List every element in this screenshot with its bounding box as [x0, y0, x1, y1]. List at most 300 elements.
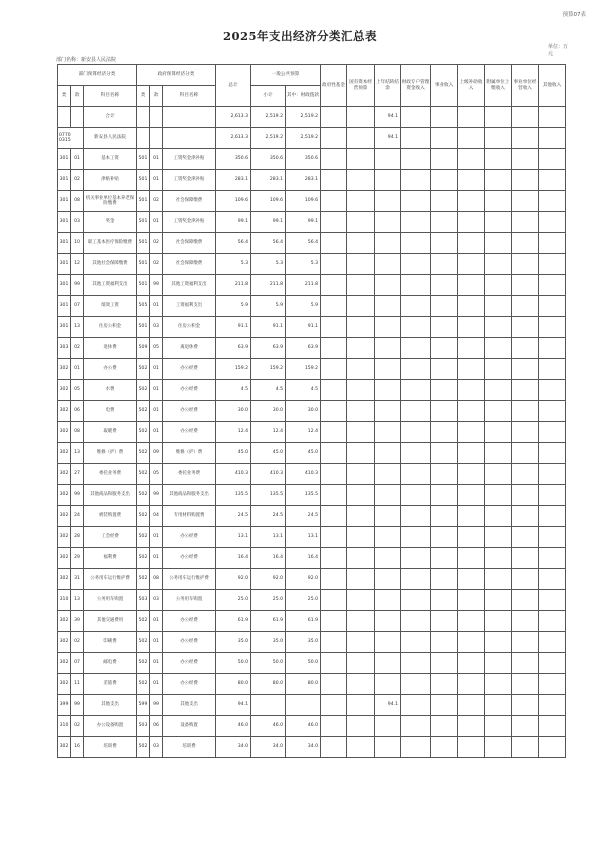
cell-empty — [347, 233, 375, 254]
cell-dept-category: 302 — [58, 443, 71, 464]
cell-dept-category: 301 — [58, 170, 71, 191]
cell-total: 94.1 — [216, 695, 251, 716]
header-gov-subject: 科目名称 — [163, 86, 216, 107]
cell-gov-item: 05 — [150, 464, 163, 485]
cell-last-year — [375, 380, 401, 401]
cell-last-year — [375, 212, 401, 233]
cell-empty — [458, 317, 485, 338]
cell-fiscal: 109.6 — [286, 191, 321, 212]
cell-empty — [458, 233, 485, 254]
cell-empty — [321, 170, 347, 191]
table-row — [58, 359, 566, 380]
cell-last-year — [375, 464, 401, 485]
cell-fiscal: 159.2 — [286, 359, 321, 380]
cell-empty — [485, 443, 512, 464]
cell-dept-item: 99 — [71, 275, 84, 296]
cell-dept-item: 31 — [71, 569, 84, 590]
cell-dept-item: 07 — [71, 296, 84, 317]
cell-empty — [458, 212, 485, 233]
cell-empty — [512, 506, 539, 527]
cell-subtotal: 30.0 — [251, 401, 286, 422]
cell-gov-subject: 办公经费 — [163, 653, 216, 674]
table-row — [58, 191, 566, 212]
cell-dept-subject: 办公设备购置 — [84, 716, 137, 737]
cell-empty — [401, 737, 431, 758]
cell-empty — [431, 485, 458, 506]
cell-dept-item: 99 — [71, 485, 84, 506]
cell-empty — [539, 317, 566, 338]
cell-gov-category: 501 — [137, 254, 150, 275]
cell-gov-item: 03 — [150, 590, 163, 611]
cell-dept-item: 12 — [71, 254, 84, 275]
cell-gov-category: 505 — [137, 296, 150, 317]
cell-dept-item: 27 — [71, 464, 84, 485]
cell-fiscal: 80.0 — [286, 674, 321, 695]
cell-empty — [485, 569, 512, 590]
cell-empty — [431, 212, 458, 233]
cell-empty — [321, 464, 347, 485]
cell-empty — [458, 590, 485, 611]
cell-gov-category: 501 — [137, 275, 150, 296]
cell-dept-item: 16 — [71, 737, 84, 758]
cell-gov-item: 02 — [150, 254, 163, 275]
table-row — [58, 254, 566, 275]
cell-empty — [347, 380, 375, 401]
cell-fiscal: 410.3 — [286, 464, 321, 485]
cell-dept-category: 301 — [58, 212, 71, 233]
cell-gov-subject: 设备购置 — [163, 716, 216, 737]
org-fiscal: 2,519.2 — [286, 128, 321, 149]
cell-empty — [458, 464, 485, 485]
cell-dept-subject: 公务用车购置 — [84, 590, 137, 611]
unit-line-2: 元 — [547, 50, 553, 57]
cell-dept-category: 302 — [58, 401, 71, 422]
cell-subtotal — [251, 695, 286, 716]
cell-empty — [539, 170, 566, 191]
org-code — [58, 128, 84, 149]
org-name: 新安县人民法院 — [84, 128, 137, 149]
cell-fiscal: 63.9 — [286, 338, 321, 359]
cell-gov-category: 502 — [137, 632, 150, 653]
unit-line-1: 单位：万 — [547, 44, 568, 50]
cell-empty — [321, 716, 347, 737]
cell-gov-subject: 公务用车运行维护费 — [163, 569, 216, 590]
cell-empty — [458, 569, 485, 590]
cell-empty — [458, 275, 485, 296]
cell-dept-category: 301 — [58, 149, 71, 170]
cell-empty — [431, 380, 458, 401]
org-subtotal: 2,519.2 — [251, 128, 286, 149]
cell-fiscal: 56.4 — [286, 233, 321, 254]
cell-fiscal: 25.0 — [286, 590, 321, 611]
table-row — [58, 338, 566, 359]
cell-empty — [485, 191, 512, 212]
header-of-which: 其中：财政拨款 — [286, 86, 321, 107]
cell-dept-item: 13 — [71, 317, 84, 338]
cell-empty — [321, 485, 347, 506]
cell-dept-subject: 取暖费 — [84, 422, 137, 443]
cell-total: 80.0 — [216, 674, 251, 695]
cell-empty — [539, 632, 566, 653]
cell-empty — [539, 401, 566, 422]
cell-dept-item: 13 — [71, 443, 84, 464]
cell-empty — [347, 401, 375, 422]
cell-gov-category: 502 — [137, 464, 150, 485]
cell-gov-category: 503 — [137, 590, 150, 611]
header-state-capital: 国有资本经营预算 — [347, 65, 375, 107]
cell-gov-subject: 办公经费 — [163, 380, 216, 401]
cell-empty — [431, 611, 458, 632]
cell-dept-item: 39 — [71, 611, 84, 632]
cell-empty — [512, 737, 539, 758]
cell-empty — [401, 212, 431, 233]
cell-subtotal: 46.0 — [251, 716, 286, 737]
cell-empty — [321, 296, 347, 317]
cell-last-year — [375, 527, 401, 548]
cell-fiscal: 61.9 — [286, 611, 321, 632]
cell-gov-item: 01 — [150, 632, 163, 653]
cell-empty — [401, 275, 431, 296]
cell-empty — [347, 674, 375, 695]
table-row — [58, 716, 566, 737]
cell-empty — [512, 695, 539, 716]
cell-empty — [458, 611, 485, 632]
cell-empty — [512, 401, 539, 422]
cell-empty — [321, 632, 347, 653]
cell-empty — [512, 443, 539, 464]
cell-gov-item: 01 — [150, 359, 163, 380]
header-affiliated-income: 附属单位上缴收入 — [485, 65, 512, 107]
cell-empty — [512, 191, 539, 212]
cell-empty — [401, 674, 431, 695]
cell-empty — [485, 212, 512, 233]
cell-dept-item: 13 — [71, 590, 84, 611]
table-row — [58, 653, 566, 674]
cell-empty — [431, 653, 458, 674]
cell-empty — [321, 674, 347, 695]
cell-total: 35.0 — [216, 632, 251, 653]
cell-empty — [401, 548, 431, 569]
cell-dept-subject: 公务用车运行维护费 — [84, 569, 137, 590]
cell-empty — [347, 338, 375, 359]
cell-empty — [458, 401, 485, 422]
table-row — [58, 149, 566, 170]
cell-gov-item: 05 — [150, 338, 163, 359]
cell-gov-category: 501 — [137, 191, 150, 212]
cell-last-year — [375, 569, 401, 590]
cell-empty — [539, 275, 566, 296]
org-last-year: 94.1 — [375, 128, 401, 149]
cell-dept-category: 301 — [58, 296, 71, 317]
table-row — [58, 317, 566, 338]
cell-empty — [347, 569, 375, 590]
cell-total: 4.5 — [216, 380, 251, 401]
cell-empty — [401, 485, 431, 506]
cell-gov-category: 502 — [137, 506, 150, 527]
cell-subtotal: 63.9 — [251, 338, 286, 359]
cell-gov-subject: 其他支出 — [163, 695, 216, 716]
cell-dept-category: 302 — [58, 422, 71, 443]
cell-dept-subject: 住房公积金 — [84, 317, 137, 338]
cell-empty — [347, 485, 375, 506]
cell-last-year — [375, 716, 401, 737]
cell-dept-item: 08 — [71, 191, 84, 212]
cell-empty — [485, 611, 512, 632]
cell-empty — [431, 296, 458, 317]
cell-total: 45.0 — [216, 443, 251, 464]
cell-subtotal: 91.1 — [251, 317, 286, 338]
cell-gov-item: 01 — [150, 422, 163, 443]
cell-empty — [401, 422, 431, 443]
cell-total: 30.0 — [216, 401, 251, 422]
cell-empty — [485, 632, 512, 653]
cell-empty — [347, 653, 375, 674]
cell-gov-category: 501 — [137, 233, 150, 254]
cell-empty — [512, 380, 539, 401]
cell-gov-subject: 离退休费 — [163, 338, 216, 359]
cell-empty — [401, 443, 431, 464]
cell-empty — [321, 233, 347, 254]
cell-empty — [512, 170, 539, 191]
cell-last-year — [375, 233, 401, 254]
unit-label — [548, 44, 568, 57]
cell-gov-item: 03 — [150, 317, 163, 338]
cell-empty — [485, 149, 512, 170]
cell-subtotal: 99.1 — [251, 212, 286, 233]
cell-empty — [347, 254, 375, 275]
cell-gov-category: 502 — [137, 359, 150, 380]
cell-empty — [485, 737, 512, 758]
table-row — [58, 380, 566, 401]
cell-empty — [431, 632, 458, 653]
cell-subtotal: 16.4 — [251, 548, 286, 569]
cell-empty — [539, 233, 566, 254]
cell-last-year — [375, 338, 401, 359]
cell-empty — [431, 527, 458, 548]
cell-gov-item: 01 — [150, 548, 163, 569]
cell-empty — [431, 233, 458, 254]
cell-empty — [431, 422, 458, 443]
header-dept-group: 部门预算经济分类 — [58, 65, 137, 86]
cell-empty — [321, 191, 347, 212]
cell-dept-subject: 其他社会保障缴费 — [84, 254, 137, 275]
expenditure-table — [57, 64, 566, 758]
cell-dept-item: 10 — [71, 233, 84, 254]
cell-dept-item: 02 — [71, 632, 84, 653]
cell-empty — [321, 254, 347, 275]
cell-empty — [347, 170, 375, 191]
cell-empty — [431, 401, 458, 422]
cell-subtotal: 159.2 — [251, 359, 286, 380]
cell-dept-category: 302 — [58, 548, 71, 569]
cell-empty — [347, 149, 375, 170]
cell-empty — [347, 611, 375, 632]
cell-empty — [539, 485, 566, 506]
cell-total: 109.6 — [216, 191, 251, 212]
cell-total: 61.9 — [216, 611, 251, 632]
cell-gov-subject: 工资奖金津补贴 — [163, 149, 216, 170]
cell-fiscal: 5.9 — [286, 296, 321, 317]
cell-total: 350.6 — [216, 149, 251, 170]
cell-empty — [401, 653, 431, 674]
cell-total: 159.2 — [216, 359, 251, 380]
cell-empty — [401, 611, 431, 632]
cell-fiscal: 211.8 — [286, 275, 321, 296]
cell-dept-item: 06 — [71, 401, 84, 422]
cell-dept-category: 302 — [58, 737, 71, 758]
cell-dept-subject: 绩效工资 — [84, 296, 137, 317]
cell-empty — [485, 275, 512, 296]
cell-fiscal: 92.0 — [286, 569, 321, 590]
cell-empty — [485, 590, 512, 611]
cell-empty — [512, 338, 539, 359]
cell-empty — [539, 443, 566, 464]
cell-gov-item: 02 — [150, 191, 163, 212]
cell-empty — [485, 254, 512, 275]
cell-gov-subject: 委托业务费 — [163, 464, 216, 485]
cell-empty — [485, 653, 512, 674]
cell-last-year — [375, 632, 401, 653]
cell-empty — [539, 527, 566, 548]
cell-dept-subject: 差旅费 — [84, 674, 137, 695]
cell-gov-subject: 社会保障缴费 — [163, 254, 216, 275]
cell-empty — [321, 275, 347, 296]
cell-empty — [458, 359, 485, 380]
cell-empty — [539, 212, 566, 233]
cell-subtotal: 5.9 — [251, 296, 286, 317]
table-row — [58, 527, 566, 548]
cell-empty — [401, 569, 431, 590]
table-row — [58, 506, 566, 527]
header-subtotal: 小计 — [251, 86, 286, 107]
cell-dept-subject: 福利费 — [84, 548, 137, 569]
cell-dept-subject: 其他商品和服务支出 — [84, 485, 137, 506]
cell-empty — [347, 464, 375, 485]
cell-empty — [539, 254, 566, 275]
cell-last-year — [375, 422, 401, 443]
cell-subtotal: 211.8 — [251, 275, 286, 296]
cell-empty — [401, 695, 431, 716]
cell-empty — [401, 590, 431, 611]
cell-empty — [321, 653, 347, 674]
cell-dept-item: 08 — [71, 422, 84, 443]
cell-empty — [431, 737, 458, 758]
cell-empty — [321, 506, 347, 527]
cell-empty — [431, 149, 458, 170]
header-dept-category: 类 — [58, 86, 71, 107]
cell-last-year — [375, 590, 401, 611]
cell-gov-item: 01 — [150, 674, 163, 695]
cell-empty — [347, 548, 375, 569]
cell-empty — [512, 632, 539, 653]
cell-gov-category: 502 — [137, 611, 150, 632]
cell-gov-subject: 办公经费 — [163, 422, 216, 443]
cell-empty — [431, 443, 458, 464]
cell-empty — [401, 359, 431, 380]
cell-gov-category: 502 — [137, 653, 150, 674]
cell-last-year — [375, 737, 401, 758]
cell-total: 211.8 — [216, 275, 251, 296]
cell-empty — [347, 443, 375, 464]
cell-empty — [485, 548, 512, 569]
cell-empty — [401, 338, 431, 359]
cell-empty — [485, 506, 512, 527]
cell-subtotal: 50.0 — [251, 653, 286, 674]
cell-empty — [401, 380, 431, 401]
cell-total: 99.1 — [216, 212, 251, 233]
header-operating-income: 事业单位经营收入 — [512, 65, 539, 107]
org-row — [58, 128, 566, 149]
cell-empty — [485, 296, 512, 317]
cell-empty — [401, 506, 431, 527]
cell-subtotal: 350.6 — [251, 149, 286, 170]
cell-gov-item: 01 — [150, 170, 163, 191]
cell-empty — [321, 590, 347, 611]
cell-gov-subject: 工资奖金津补贴 — [163, 212, 216, 233]
cell-empty — [512, 674, 539, 695]
cell-empty — [485, 317, 512, 338]
cell-empty — [431, 275, 458, 296]
cell-empty — [347, 695, 375, 716]
header-special-fund: 财政专户管理资金收入 — [401, 65, 431, 107]
cell-empty — [485, 674, 512, 695]
cell-last-year — [375, 296, 401, 317]
department-label: 部门名称：新安县人民法院 — [56, 57, 117, 63]
cell-empty — [539, 737, 566, 758]
cell-dept-subject: 印刷费 — [84, 632, 137, 653]
cell-empty — [512, 275, 539, 296]
cell-empty — [458, 653, 485, 674]
cell-fiscal: 34.0 — [286, 737, 321, 758]
cell-empty — [539, 653, 566, 674]
summary-row — [58, 107, 566, 128]
cell-fiscal: 283.1 — [286, 170, 321, 191]
cell-total: 13.1 — [216, 527, 251, 548]
cell-dept-subject: 工会经费 — [84, 527, 137, 548]
cell-gov-subject: 工资奖金津补贴 — [163, 170, 216, 191]
cell-dept-subject: 办公费 — [84, 359, 137, 380]
cell-dept-category: 301 — [58, 191, 71, 212]
cell-dept-subject: 被装购置费 — [84, 506, 137, 527]
cell-gov-subject: 其他工资福利支出 — [163, 275, 216, 296]
cell-empty — [458, 737, 485, 758]
cell-empty — [321, 149, 347, 170]
cell-empty — [401, 716, 431, 737]
cell-empty — [458, 254, 485, 275]
cell-empty — [512, 611, 539, 632]
header-gov-group: 政府预算经济分类 — [137, 65, 216, 86]
cell-gov-subject: 办公经费 — [163, 611, 216, 632]
cell-empty — [321, 443, 347, 464]
cell-dept-category: 302 — [58, 611, 71, 632]
cell-empty — [485, 170, 512, 191]
header-dept-item: 款 — [71, 86, 84, 107]
cell-dept-subject: 委托业务费 — [84, 464, 137, 485]
cell-empty — [401, 149, 431, 170]
cell-dept-item: 07 — [71, 653, 84, 674]
cell-empty — [512, 149, 539, 170]
cell-subtotal: 25.0 — [251, 590, 286, 611]
summary-last-year: 94.1 — [375, 107, 401, 128]
cell-gov-subject: 其他商品和服务支出 — [163, 485, 216, 506]
cell-fiscal: 135.5 — [286, 485, 321, 506]
cell-total: 34.0 — [216, 737, 251, 758]
cell-gov-item: 01 — [150, 212, 163, 233]
cell-total: 91.1 — [216, 317, 251, 338]
cell-dept-category: 302 — [58, 485, 71, 506]
summary-label: 合计 — [84, 107, 137, 128]
cell-subtotal: 45.0 — [251, 443, 286, 464]
